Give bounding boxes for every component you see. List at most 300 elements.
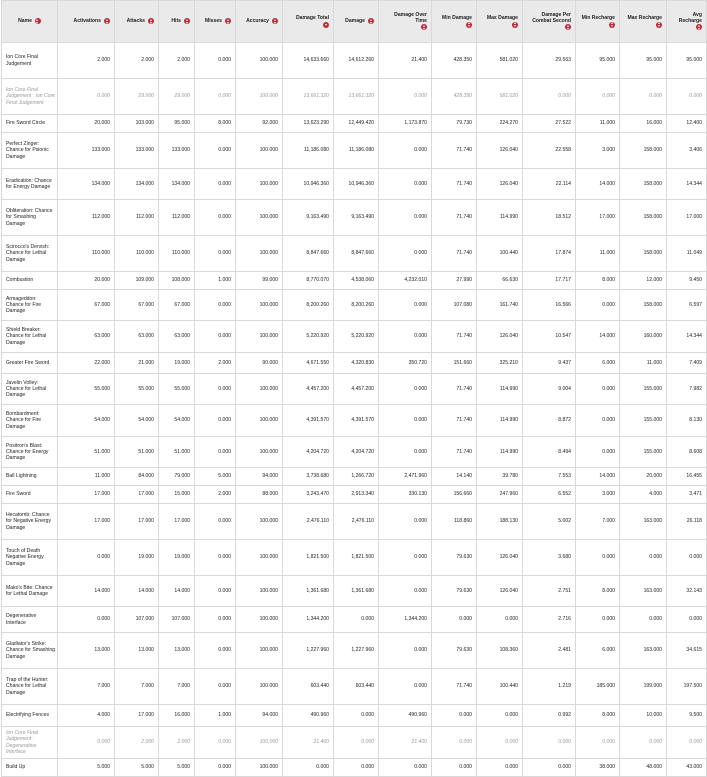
column-header-damage-over-time[interactable] bbox=[379, 1, 432, 43]
damage-per-combat-second-cell: 2.751 bbox=[523, 576, 576, 607]
max-damage-cell: 0.000 bbox=[477, 607, 523, 633]
misses-cell: 5.000 bbox=[195, 468, 236, 486]
damage-cell: 4,391.570 bbox=[334, 405, 379, 437]
max-recharge-cell: 158.000 bbox=[620, 200, 667, 236]
table-row[interactable] bbox=[2, 353, 707, 374]
hits-cell: 108.000 bbox=[159, 272, 195, 290]
min-recharge-cell: 8.000 bbox=[576, 705, 620, 727]
max-recharge-cell: 20.000 bbox=[620, 468, 667, 486]
damage-cell: 12,449.420 bbox=[334, 115, 379, 133]
accuracy-cell: 100.000 bbox=[236, 79, 283, 115]
damage-over-time-cell: 0.000 bbox=[379, 290, 432, 321]
misses-cell: 0.000 bbox=[195, 374, 236, 405]
activations-cell: 17.000 bbox=[58, 486, 115, 504]
activations-cell: 14.000 bbox=[58, 576, 115, 607]
max-recharge-cell: 163.000 bbox=[620, 633, 667, 669]
min-damage-cell: 428.350 bbox=[432, 43, 477, 79]
sort-icon[interactable] bbox=[272, 18, 278, 24]
min-recharge-cell: 0.000 bbox=[576, 290, 620, 321]
column-header-label: Damage bbox=[345, 18, 365, 25]
max-recharge-cell: 48.000 bbox=[620, 759, 667, 777]
damage-total-cell: 4,671.550 bbox=[283, 353, 334, 374]
hits-cell: 79.000 bbox=[159, 468, 195, 486]
column-header-damage[interactable] bbox=[334, 1, 379, 43]
max-damage-cell: 0.000 bbox=[477, 759, 523, 777]
damage-total-cell: 0.000 bbox=[283, 759, 334, 777]
min-recharge-cell: 0.000 bbox=[576, 727, 620, 759]
accuracy-cell: 100.000 bbox=[236, 236, 283, 272]
sort-icon[interactable] bbox=[225, 18, 231, 24]
accuracy-cell: 94.000 bbox=[236, 705, 283, 727]
max-recharge-cell: 16.000 bbox=[620, 115, 667, 133]
damage-cell: 1,227.960 bbox=[334, 633, 379, 669]
max-damage-cell: 325.210 bbox=[477, 353, 523, 374]
min-damage-cell: 0.000 bbox=[432, 727, 477, 759]
table-row[interactable] bbox=[2, 200, 707, 236]
activations-cell: 20.000 bbox=[58, 272, 115, 290]
avg-recharge-cell: 95.000 bbox=[667, 43, 707, 79]
activations-cell: 20.000 bbox=[58, 115, 115, 133]
damage-per-combat-second-cell: 5.002 bbox=[523, 504, 576, 540]
activations-cell: 110.000 bbox=[58, 236, 115, 272]
hits-cell: 112.000 bbox=[159, 200, 195, 236]
damage-per-combat-second-cell: 27.522 bbox=[523, 115, 576, 133]
attacks-cell: 2.000 bbox=[115, 727, 159, 759]
min-damage-cell: 156.660 bbox=[432, 486, 477, 504]
table-row[interactable] bbox=[2, 169, 707, 200]
damage-total-cell: 4,204.720 bbox=[283, 437, 334, 468]
sort-descending-icon[interactable] bbox=[323, 22, 329, 28]
accuracy-cell: 100.000 bbox=[236, 374, 283, 405]
sort-icon[interactable] bbox=[512, 22, 518, 28]
power-name-cell: Mako's Bite: Chance for Lethal Damage bbox=[2, 576, 58, 607]
misses-cell: 0.000 bbox=[195, 576, 236, 607]
power-name-cell: Ion Core Final Judgement : Degenerative Interface bbox=[2, 727, 58, 759]
min-damage-cell: 0.000 bbox=[432, 705, 477, 727]
table-row[interactable] bbox=[2, 437, 707, 468]
min-damage-cell: 71.740 bbox=[432, 200, 477, 236]
table-row[interactable] bbox=[2, 43, 707, 79]
damage-per-combat-second-cell: 2.716 bbox=[523, 607, 576, 633]
max-recharge-cell: 199.000 bbox=[620, 669, 667, 705]
column-header-min-damage[interactable] bbox=[432, 1, 477, 43]
max-damage-cell: 581.020 bbox=[477, 79, 523, 115]
damage-cell: 2,476.110 bbox=[334, 504, 379, 540]
max-recharge-cell: 155.000 bbox=[620, 374, 667, 405]
sort-icon[interactable] bbox=[656, 22, 662, 28]
table-row[interactable] bbox=[2, 115, 707, 133]
avg-recharge-cell: 34.615 bbox=[667, 633, 707, 669]
avg-recharge-cell: 12.400 bbox=[667, 115, 707, 133]
avg-recharge-cell: 9.450 bbox=[667, 272, 707, 290]
attacks-cell: 55.000 bbox=[115, 374, 159, 405]
hits-cell: 7.000 bbox=[159, 669, 195, 705]
power-name-cell: Fire Sword Circle bbox=[2, 115, 58, 133]
hits-cell: 16.000 bbox=[159, 705, 195, 727]
attacks-cell: 14.000 bbox=[115, 576, 159, 607]
hits-cell: 107.000 bbox=[159, 607, 195, 633]
accuracy-cell: 100.000 bbox=[236, 133, 283, 169]
column-header-accuracy[interactable] bbox=[236, 1, 283, 43]
attacks-cell: 133.000 bbox=[115, 133, 159, 169]
max-recharge-cell: 158.000 bbox=[620, 236, 667, 272]
column-header-max-recharge[interactable] bbox=[620, 1, 667, 43]
damage-per-combat-second-cell: 7.553 bbox=[523, 468, 576, 486]
min-recharge-cell: 95.000 bbox=[576, 43, 620, 79]
sort-icon[interactable] bbox=[421, 24, 427, 30]
attacks-cell: 107.000 bbox=[115, 607, 159, 633]
misses-cell: 0.000 bbox=[195, 169, 236, 200]
max-recharge-cell: 158.000 bbox=[620, 169, 667, 200]
misses-cell: 0.000 bbox=[195, 669, 236, 705]
accuracy-cell: 92.000 bbox=[236, 115, 283, 133]
column-header-attacks[interactable] bbox=[115, 1, 159, 43]
attacks-cell: 84.000 bbox=[115, 468, 159, 486]
avg-recharge-cell: 3.471 bbox=[667, 486, 707, 504]
min-damage-cell: 107.080 bbox=[432, 290, 477, 321]
activations-cell: 54.000 bbox=[58, 405, 115, 437]
min-recharge-cell: 38.000 bbox=[576, 759, 620, 777]
damage-total-cell: 14,633.660 bbox=[283, 43, 334, 79]
damage-per-combat-second-cell: 22.558 bbox=[523, 133, 576, 169]
damage-total-cell: 5,220.920 bbox=[283, 321, 334, 353]
damage-per-combat-second-cell: 9.437 bbox=[523, 353, 576, 374]
hits-cell: 13.000 bbox=[159, 633, 195, 669]
hits-cell: 133.000 bbox=[159, 133, 195, 169]
power-name-cell: Positron's Blast: Chance for Energy Damage bbox=[2, 437, 58, 468]
damage-over-time-cell: 0.000 bbox=[379, 540, 432, 576]
avg-recharge-cell: 0.000 bbox=[667, 607, 707, 633]
hits-cell: 67.000 bbox=[159, 290, 195, 321]
attacks-cell: 7.000 bbox=[115, 669, 159, 705]
damage-over-time-cell: 0.000 bbox=[379, 405, 432, 437]
min-recharge-cell: 3.000 bbox=[576, 133, 620, 169]
damage-total-cell: 2,476.110 bbox=[283, 504, 334, 540]
power-name-cell: Trap of the Hunter: Chance for Lethal Damage bbox=[2, 669, 58, 705]
damage-cell: 1,361.680 bbox=[334, 576, 379, 607]
accuracy-cell: 100.000 bbox=[236, 576, 283, 607]
damage-cell: 2,913.340 bbox=[334, 486, 379, 504]
attacks-cell: 29.000 bbox=[115, 79, 159, 115]
column-header-label: Damage Per Combat Second bbox=[532, 12, 571, 25]
damage-cell: 0.000 bbox=[334, 705, 379, 727]
damage-cell: 8,847.660 bbox=[334, 236, 379, 272]
avg-recharge-cell: 14.344 bbox=[667, 321, 707, 353]
max-damage-cell: 126.040 bbox=[477, 133, 523, 169]
power-name-cell: Touch of Death Negative Energy Damage bbox=[2, 540, 58, 576]
max-damage-cell: 224.270 bbox=[477, 115, 523, 133]
column-header-name[interactable] bbox=[2, 1, 58, 43]
sort-icon[interactable] bbox=[609, 22, 615, 28]
min-damage-cell: 151.660 bbox=[432, 353, 477, 374]
table-row[interactable] bbox=[2, 405, 707, 437]
min-damage-cell: 118.860 bbox=[432, 504, 477, 540]
activations-cell: 22.000 bbox=[58, 353, 115, 374]
min-recharge-cell: 0.000 bbox=[576, 79, 620, 115]
column-header-label: Min Recharge bbox=[581, 14, 615, 21]
damage-total-cell: 8,847.660 bbox=[283, 236, 334, 272]
min-recharge-cell: 7.000 bbox=[576, 504, 620, 540]
table-row[interactable] bbox=[2, 486, 707, 504]
damage-per-combat-second-cell: 6.552 bbox=[523, 486, 576, 504]
damage-total-cell: 603.440 bbox=[283, 669, 334, 705]
min-damage-cell: 71.740 bbox=[432, 405, 477, 437]
misses-cell: 1.000 bbox=[195, 705, 236, 727]
min-damage-cell: 71.740 bbox=[432, 669, 477, 705]
damage-per-combat-second-cell: 0.000 bbox=[523, 727, 576, 759]
table-row[interactable] bbox=[2, 607, 707, 633]
damage-total-cell: 490.960 bbox=[283, 705, 334, 727]
hits-cell: 55.000 bbox=[159, 374, 195, 405]
sort-icon[interactable] bbox=[368, 18, 374, 24]
attacks-cell: 19.000 bbox=[115, 540, 159, 576]
activations-cell: 63.000 bbox=[58, 321, 115, 353]
max-damage-cell: 0.000 bbox=[477, 705, 523, 727]
misses-cell: 0.000 bbox=[195, 43, 236, 79]
power-name-cell: Scirocco's Dervish: Chance for Lethal Damage bbox=[2, 236, 58, 272]
damage-over-time-cell: 21.400 bbox=[379, 727, 432, 759]
min-recharge-cell: 3.000 bbox=[576, 486, 620, 504]
min-damage-cell: 27.990 bbox=[432, 272, 477, 290]
max-recharge-cell: 0.000 bbox=[620, 607, 667, 633]
damage-cell: 13,661.320 bbox=[334, 79, 379, 115]
accuracy-cell: 100.000 bbox=[236, 437, 283, 468]
damage-over-time-cell: 0.000 bbox=[379, 169, 432, 200]
max-recharge-cell: 0.000 bbox=[620, 79, 667, 115]
hits-cell: 134.000 bbox=[159, 169, 195, 200]
attacks-cell: 5.000 bbox=[115, 759, 159, 777]
damage-cell: 5,220.920 bbox=[334, 321, 379, 353]
table-row[interactable] bbox=[2, 468, 707, 486]
column-header-avg-recharge[interactable] bbox=[667, 1, 707, 43]
attacks-cell: 109.000 bbox=[115, 272, 159, 290]
max-damage-cell: 114.990 bbox=[477, 405, 523, 437]
damage-over-time-cell: 0.000 bbox=[379, 759, 432, 777]
hits-cell: 17.000 bbox=[159, 504, 195, 540]
table-row[interactable] bbox=[2, 321, 707, 353]
max-recharge-cell: 155.000 bbox=[620, 437, 667, 468]
activations-cell: 0.000 bbox=[58, 79, 115, 115]
damage-total-cell: 1,821.500 bbox=[283, 540, 334, 576]
avg-recharge-cell: 14.344 bbox=[667, 169, 707, 200]
attacks-cell: 134.000 bbox=[115, 169, 159, 200]
power-name-cell: Hecatomb: Chance for Negative Energy Damage bbox=[2, 504, 58, 540]
min-damage-cell: 79.630 bbox=[432, 633, 477, 669]
table-row[interactable] bbox=[2, 669, 707, 705]
table-row[interactable] bbox=[2, 633, 707, 669]
min-recharge-cell: 11.000 bbox=[576, 115, 620, 133]
table-row[interactable] bbox=[2, 133, 707, 169]
table-row[interactable] bbox=[2, 272, 707, 290]
min-damage-cell: 428.350 bbox=[432, 79, 477, 115]
damage-over-time-cell: 4,232.010 bbox=[379, 272, 432, 290]
column-header-label: Attacks bbox=[126, 18, 145, 25]
damage-per-combat-second-cell: 29.563 bbox=[523, 43, 576, 79]
damage-cell: 11,186.080 bbox=[334, 133, 379, 169]
avg-recharge-cell: 26.118 bbox=[667, 504, 707, 540]
hits-cell: 2.000 bbox=[159, 43, 195, 79]
activations-cell: 0.000 bbox=[58, 607, 115, 633]
accuracy-cell: 100.000 bbox=[236, 669, 283, 705]
sort-icon[interactable] bbox=[184, 18, 190, 24]
sort-icon[interactable] bbox=[565, 24, 571, 30]
avg-recharge-cell: 8.130 bbox=[667, 405, 707, 437]
damage-stats-table bbox=[1, 0, 707, 777]
table-row[interactable] bbox=[2, 759, 707, 777]
column-header-label: Name bbox=[18, 18, 32, 25]
damage-per-combat-second-cell: 1.219 bbox=[523, 669, 576, 705]
damage-over-time-cell: 0.000 bbox=[379, 576, 432, 607]
sort-icon[interactable] bbox=[696, 24, 702, 30]
damage-over-time-cell: 0.000 bbox=[379, 133, 432, 169]
avg-recharge-cell: 197.500 bbox=[667, 669, 707, 705]
max-recharge-cell: 11.000 bbox=[620, 353, 667, 374]
power-name-cell: Electrifying Fences bbox=[2, 705, 58, 727]
damage-total-cell: 1,227.960 bbox=[283, 633, 334, 669]
attacks-cell: 17.000 bbox=[115, 504, 159, 540]
max-damage-cell: 66.630 bbox=[477, 272, 523, 290]
damage-total-cell: 11,186.080 bbox=[283, 133, 334, 169]
min-recharge-cell: 185.000 bbox=[576, 669, 620, 705]
attacks-cell: 54.000 bbox=[115, 405, 159, 437]
table-row-subentry[interactable] bbox=[2, 727, 707, 759]
damage-over-time-cell: 0.000 bbox=[379, 633, 432, 669]
min-damage-cell: 71.740 bbox=[432, 133, 477, 169]
accuracy-cell: 100.000 bbox=[236, 321, 283, 353]
misses-cell: 0.000 bbox=[195, 540, 236, 576]
sort-icon[interactable] bbox=[148, 18, 154, 24]
table-row[interactable] bbox=[2, 374, 707, 405]
max-damage-cell: 114.990 bbox=[477, 374, 523, 405]
min-damage-cell: 71.740 bbox=[432, 374, 477, 405]
power-name-cell: Combustion bbox=[2, 272, 58, 290]
column-header-misses[interactable] bbox=[195, 1, 236, 43]
damage-per-combat-second-cell: 0.992 bbox=[523, 705, 576, 727]
activations-cell: 17.000 bbox=[58, 504, 115, 540]
activations-cell: 51.000 bbox=[58, 437, 115, 468]
min-damage-cell: 14.140 bbox=[432, 468, 477, 486]
attacks-cell: 17.000 bbox=[115, 486, 159, 504]
avg-recharge-cell: 0.000 bbox=[667, 540, 707, 576]
hits-cell: 54.000 bbox=[159, 405, 195, 437]
power-name-cell: Ion Core Final Judgement bbox=[2, 43, 58, 79]
column-header-label: Hits bbox=[171, 18, 181, 25]
max-damage-cell: 0.000 bbox=[477, 727, 523, 759]
hits-cell: 14.000 bbox=[159, 576, 195, 607]
table-row[interactable] bbox=[2, 504, 707, 540]
damage-over-time-cell: 0.000 bbox=[379, 200, 432, 236]
hits-cell: 95.000 bbox=[159, 115, 195, 133]
misses-cell: 8.000 bbox=[195, 115, 236, 133]
max-damage-cell: 161.740 bbox=[477, 290, 523, 321]
power-name-cell: Javelin Volley: Chance for Lethal Damage bbox=[2, 374, 58, 405]
table-row[interactable] bbox=[2, 576, 707, 607]
power-name-cell: Gladiator's Strike: Chance for Smashing Damage bbox=[2, 633, 58, 669]
sort-icon[interactable] bbox=[466, 22, 472, 28]
misses-cell: 0.000 bbox=[195, 200, 236, 236]
power-name-cell: Perfect Zinger: Chance for Psionic Damage bbox=[2, 133, 58, 169]
avg-recharge-cell: 11.049 bbox=[667, 236, 707, 272]
min-damage-cell: 79.630 bbox=[432, 576, 477, 607]
damage-over-time-cell: 21.400 bbox=[379, 43, 432, 79]
min-damage-cell: 71.740 bbox=[432, 236, 477, 272]
max-damage-cell: 126.040 bbox=[477, 169, 523, 200]
avg-recharge-cell: 7.982 bbox=[667, 374, 707, 405]
hits-cell: 5.000 bbox=[159, 759, 195, 777]
attacks-cell: 21.000 bbox=[115, 353, 159, 374]
misses-cell: 0.000 bbox=[195, 504, 236, 540]
table-row[interactable] bbox=[2, 236, 707, 272]
accuracy-cell: 100.000 bbox=[236, 405, 283, 437]
table-row[interactable] bbox=[2, 705, 707, 727]
damage-over-time-cell: 1,173.870 bbox=[379, 115, 432, 133]
accuracy-cell: 100.000 bbox=[236, 504, 283, 540]
avg-recharge-cell: 9.500 bbox=[667, 705, 707, 727]
sort-icon[interactable] bbox=[35, 18, 41, 24]
max-damage-cell: 100.440 bbox=[477, 669, 523, 705]
damage-total-cell: 3,738.680 bbox=[283, 468, 334, 486]
min-recharge-cell: 11.000 bbox=[576, 236, 620, 272]
column-header-min-recharge[interactable] bbox=[576, 1, 620, 43]
column-header-activations[interactable] bbox=[58, 1, 115, 43]
damage-total-cell: 4,457.200 bbox=[283, 374, 334, 405]
min-recharge-cell: 8.000 bbox=[576, 272, 620, 290]
table-row-subentry[interactable] bbox=[2, 79, 707, 115]
max-recharge-cell: 0.000 bbox=[620, 540, 667, 576]
column-header-label: Avg Recharge bbox=[678, 12, 702, 25]
damage-total-cell: 3,243.470 bbox=[283, 486, 334, 504]
damage-over-time-cell: 2,471.960 bbox=[379, 468, 432, 486]
activations-cell: 112.000 bbox=[58, 200, 115, 236]
column-header-label: Accuracy bbox=[246, 18, 269, 25]
column-header-label: Activations bbox=[73, 18, 101, 25]
hits-cell: 15.000 bbox=[159, 486, 195, 504]
activations-cell: 13.000 bbox=[58, 633, 115, 669]
table-row[interactable] bbox=[2, 290, 707, 321]
column-header-damage-per-combat-second[interactable] bbox=[523, 1, 576, 43]
hits-cell: 19.000 bbox=[159, 540, 195, 576]
column-header-damage-total[interactable] bbox=[283, 1, 334, 43]
activations-cell: 55.000 bbox=[58, 374, 115, 405]
avg-recharge-cell: 0.000 bbox=[667, 727, 707, 759]
damage-over-time-cell: 0.000 bbox=[379, 669, 432, 705]
power-name-cell: Bombardment: Chance for Fire Damage bbox=[2, 405, 58, 437]
max-damage-cell: 108.360 bbox=[477, 633, 523, 669]
activations-cell: 67.000 bbox=[58, 290, 115, 321]
max-recharge-cell: 10.000 bbox=[620, 705, 667, 727]
damage-per-combat-second-cell: 2.481 bbox=[523, 633, 576, 669]
damage-total-cell: 8,770.070 bbox=[283, 272, 334, 290]
min-recharge-cell: 8.000 bbox=[576, 576, 620, 607]
max-damage-cell: 126.040 bbox=[477, 321, 523, 353]
misses-cell: 2.000 bbox=[195, 353, 236, 374]
max-damage-cell: 39.780 bbox=[477, 468, 523, 486]
min-damage-cell: 79.630 bbox=[432, 540, 477, 576]
table-row[interactable] bbox=[2, 540, 707, 576]
misses-cell: 1.000 bbox=[195, 272, 236, 290]
sort-icon[interactable] bbox=[104, 18, 110, 24]
damage-over-time-cell: 0.000 bbox=[379, 374, 432, 405]
attacks-cell: 13.000 bbox=[115, 633, 159, 669]
damage-cell: 1,266.720 bbox=[334, 468, 379, 486]
damage-cell: 0.000 bbox=[334, 727, 379, 759]
min-damage-cell: 71.740 bbox=[432, 321, 477, 353]
column-header-hits[interactable] bbox=[159, 1, 195, 43]
damage-per-combat-second-cell: 8.494 bbox=[523, 437, 576, 468]
accuracy-cell: 100.000 bbox=[236, 290, 283, 321]
column-header-max-damage[interactable] bbox=[477, 1, 523, 43]
avg-recharge-cell: 17.000 bbox=[667, 200, 707, 236]
